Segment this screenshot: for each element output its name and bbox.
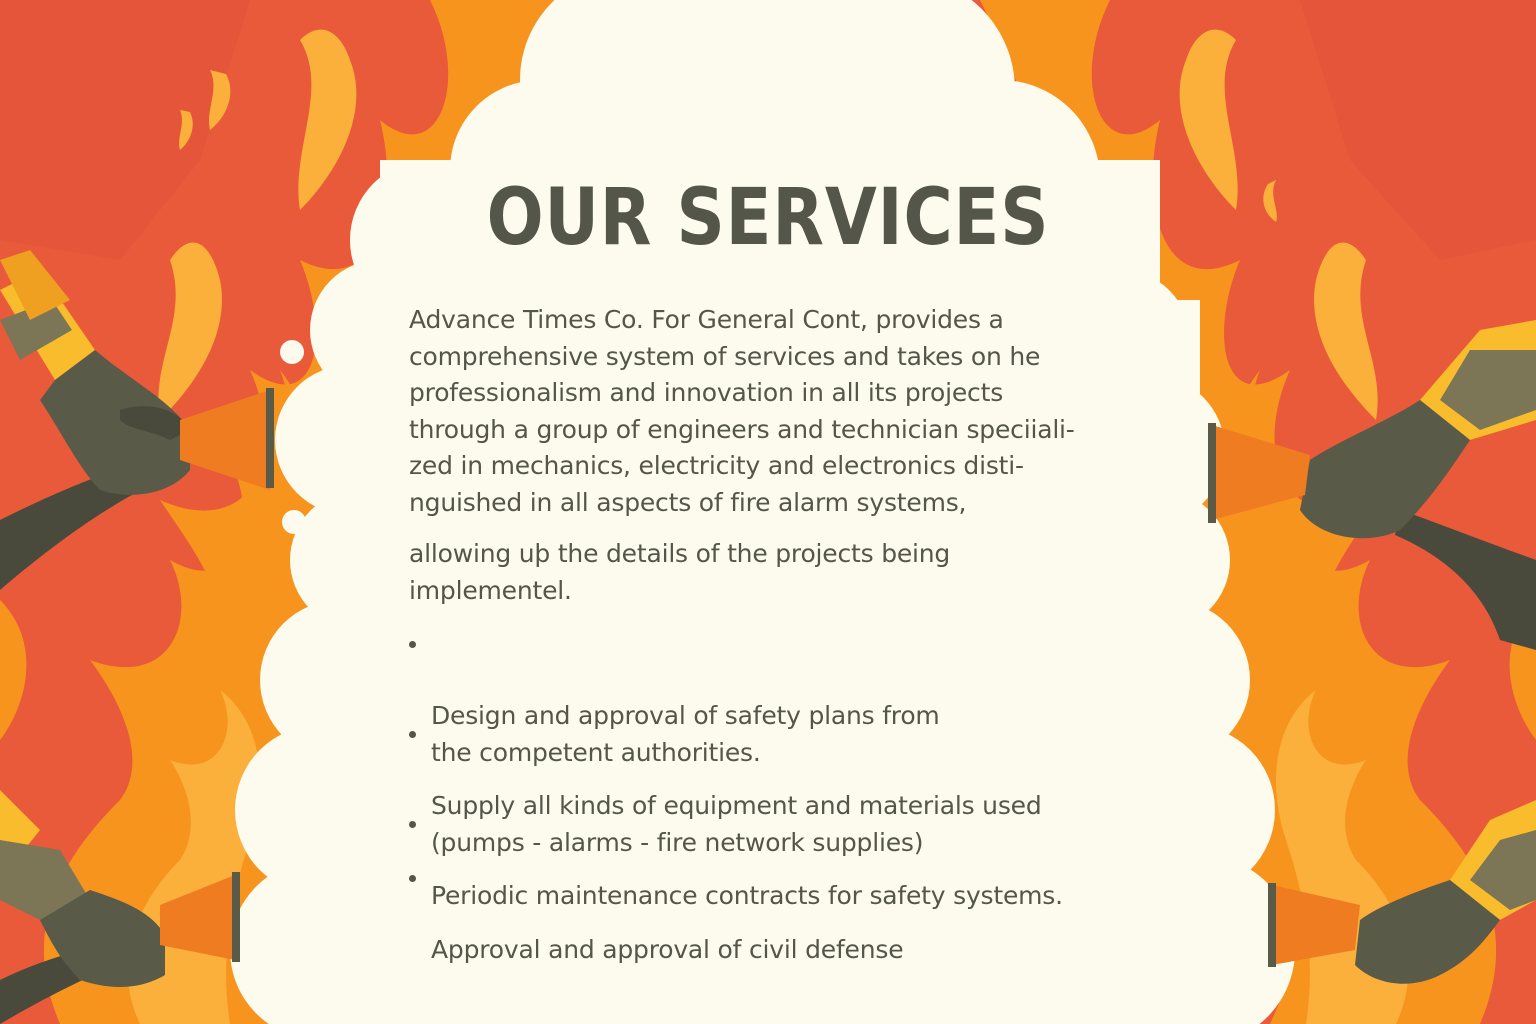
list-item-text: Design and approval of safety plans from the competent authorities. <box>431 701 940 767</box>
list-item-text: Approval and approval of civil defense <box>431 935 904 964</box>
bullet-dot-icon <box>409 731 416 738</box>
bullet-dot-icon <box>409 875 416 882</box>
intro-paragraph: Advance Times Co. For General Cont, provides a comprehensive system of services and takes on he professionalism and innovation in all its projects through a group of engineers and technician speciiali- zed in mechanics, electricity and electronics disti- nguished in all aspects of fire alarm systems, <box>409 305 1075 517</box>
page-title: OUR SERVICES <box>486 173 1050 263</box>
second-paragraph: allowing uþ the details of the projects being implementel. <box>409 539 951 605</box>
bullet-dot-icon <box>409 821 416 828</box>
bullet-dot-icon <box>409 641 416 648</box>
list-item-text: Supply all kinds of equipment and materials used (pumps - alarms - fire network supplies) <box>431 791 1042 857</box>
list-item <box>409 859 903 1005</box>
list-item-text: Periodic maintenance contracts for safety systems. <box>431 881 1063 910</box>
